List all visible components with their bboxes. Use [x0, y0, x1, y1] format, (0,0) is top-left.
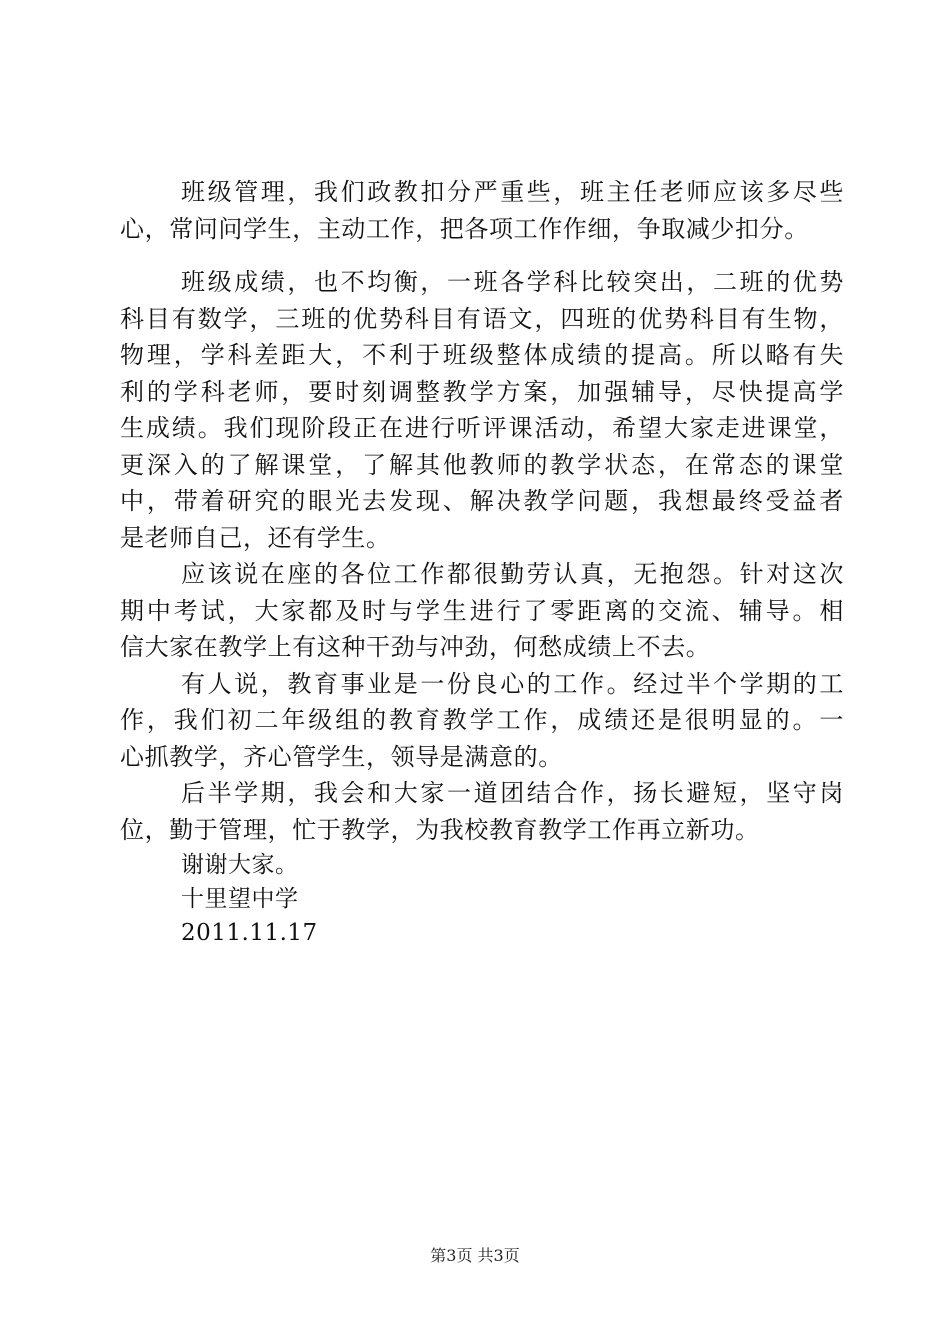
paragraph-line: 心，常问问学生，主动工作，把各项工作作细，争取减少扣分。 [120, 214, 809, 243]
closing-date: 2011.11.17 [181, 920, 318, 946]
paragraph-line: 后半学期，我会和大家一道团结合作，扬长避短，坚守岗 [181, 779, 844, 807]
paragraph-line: 作，我们初二年级组的教育教学工作，成绩还是很明显的。一 [120, 706, 844, 734]
paragraph-line: 生成绩。我们现阶段正在进行听评课活动，希望大家走进课堂， [120, 414, 844, 442]
document-body [120, 174, 844, 950]
paragraph-line: 班级管理，我们政教扣分严重些，班主任老师应该多尽些 [181, 178, 844, 206]
paragraph-gap [120, 247, 844, 264]
paragraph-line: 物理，学科差距大，不利于班级整体成绩的提高。所以略有失 [120, 341, 844, 369]
paragraph-line: 期中考试，大家都及时与学生进行了零距离的交流、辅导。相 [120, 596, 844, 625]
paragraph-line: 信大家在教学上有这种干劲与冲劲，何愁成绩上不去。 [120, 633, 711, 661]
paragraph-line: 科目有数学，三班的优势科目有语文，四班的优势科目有生物， [120, 304, 844, 333]
page-footer: 第3页 共3页 [430, 1246, 520, 1265]
closing-thanks: 谢谢大家。 [181, 852, 299, 878]
paragraph-line: 位，勤于管理，忙于教学，为我校教育教学工作再立新功。 [120, 815, 760, 844]
paragraph-line: 利的学科老师，要时刻调整教学方案，加强辅导，尽快提高学 [120, 377, 844, 406]
closing-school: 十里望中学 [181, 886, 299, 912]
paragraph-line: 应该说在座的各位工作都很勤劳认真，无抱怨。针对这次 [181, 560, 844, 588]
paragraph-line: 班级成绩，也不均衡，一班各学科比较突出，二班的优势 [181, 268, 844, 296]
paragraph-line: 有人说，教育事业是一份良心的工作。经过半个学期的工 [181, 669, 844, 698]
paragraph-line: 中，带着研究的眼光去发现、解决教学问题，我想最终受益者 [120, 487, 844, 515]
paragraph-line: 心抓教学，齐心管学生，领导是满意的。 [120, 742, 563, 771]
paragraph-line: 更深入的了解课堂，了解其他教师的教学状态，在常态的课堂 [120, 450, 844, 479]
paragraph-line: 是老师自己，还有学生。 [120, 523, 391, 552]
